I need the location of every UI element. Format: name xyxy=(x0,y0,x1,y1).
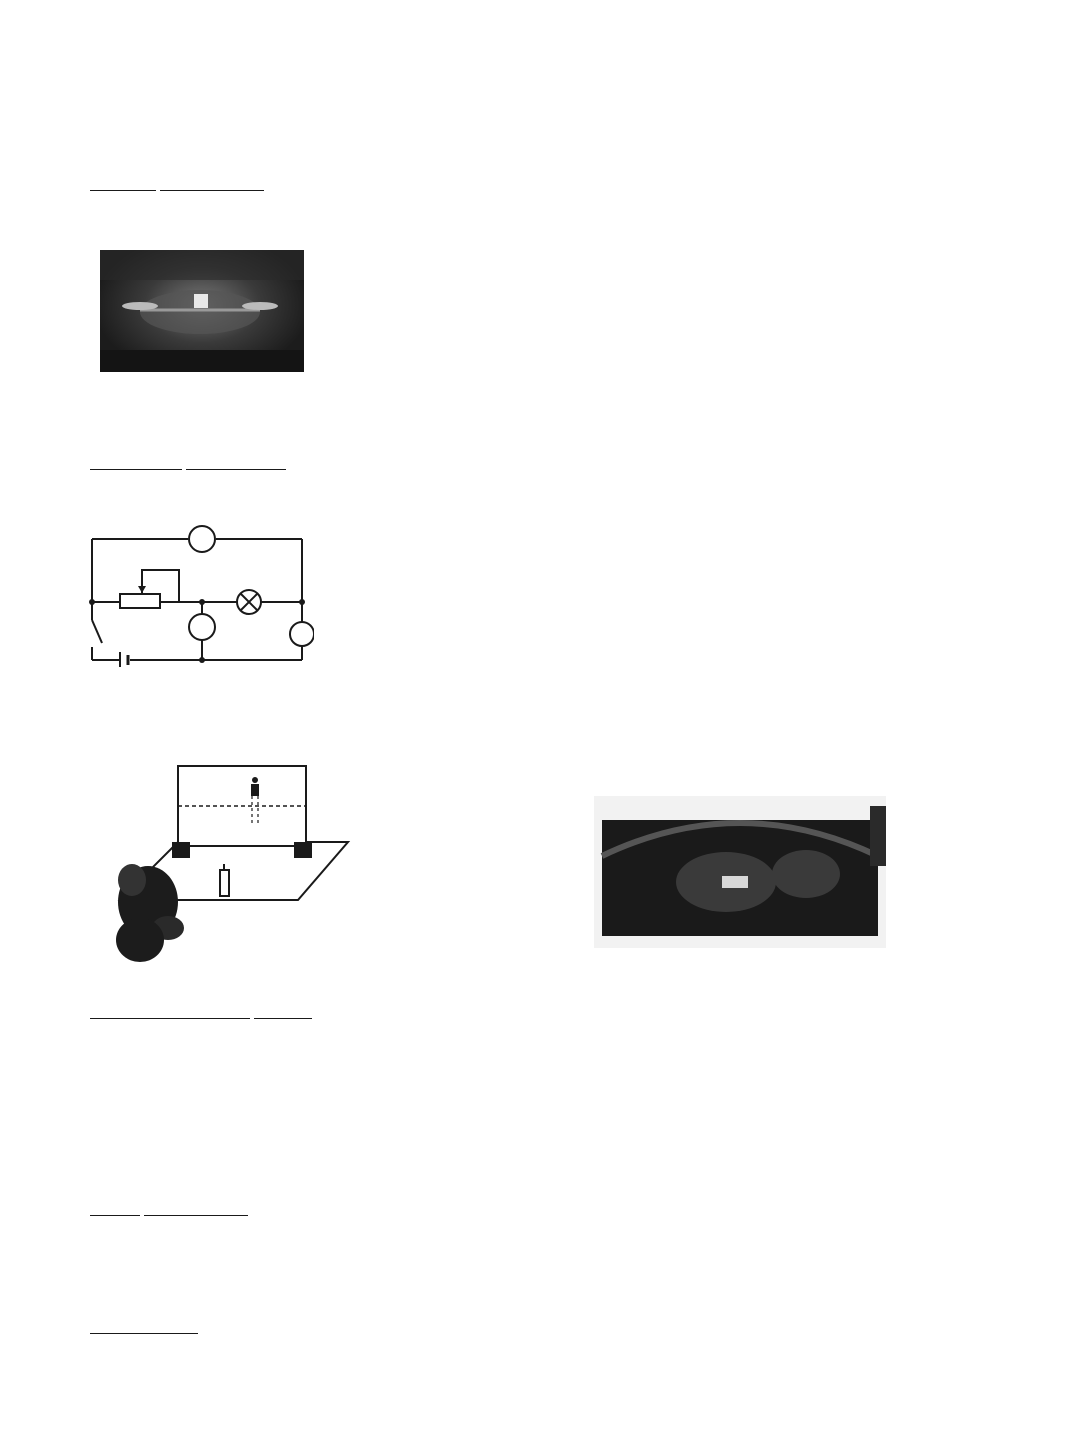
q14-blank-lift[interactable] xyxy=(90,172,156,191)
figure-yi xyxy=(360,796,575,976)
figure-jia xyxy=(110,760,370,975)
q16-p2-line4 xyxy=(88,1197,992,1224)
q16-p1-line1 xyxy=(88,1000,992,1027)
q16-blank-purpose[interactable] xyxy=(90,1000,250,1019)
observer-silhouette xyxy=(116,864,184,962)
q15-blank-ratio[interactable] xyxy=(186,451,286,470)
ammeter-a1 xyxy=(189,614,215,640)
q16-p3-line2 xyxy=(88,1315,992,1342)
q16-blank-size[interactable] xyxy=(144,1197,248,1216)
voltmeter xyxy=(290,622,314,646)
rheostat xyxy=(120,594,160,608)
candle-b xyxy=(251,784,259,796)
q16-blank-image-type[interactable] xyxy=(90,1315,198,1334)
candle-a xyxy=(220,870,229,896)
q16-blank-distance[interactable] xyxy=(90,1197,140,1216)
drone-photo xyxy=(100,250,304,372)
drone-icon xyxy=(100,250,304,372)
q15-line2 xyxy=(88,451,992,478)
stand-left xyxy=(172,842,190,858)
q16-blank-thickness[interactable] xyxy=(254,1000,312,1019)
q15-blank-a2[interactable] xyxy=(90,451,182,470)
lamp-icon xyxy=(237,590,261,614)
stand-right xyxy=(294,842,312,858)
q14-line2 xyxy=(88,172,992,199)
q14-blank-force[interactable] xyxy=(160,172,264,191)
bridge-photo xyxy=(594,796,886,948)
ammeter-a2 xyxy=(189,526,215,552)
circuit-diagram xyxy=(84,522,314,667)
